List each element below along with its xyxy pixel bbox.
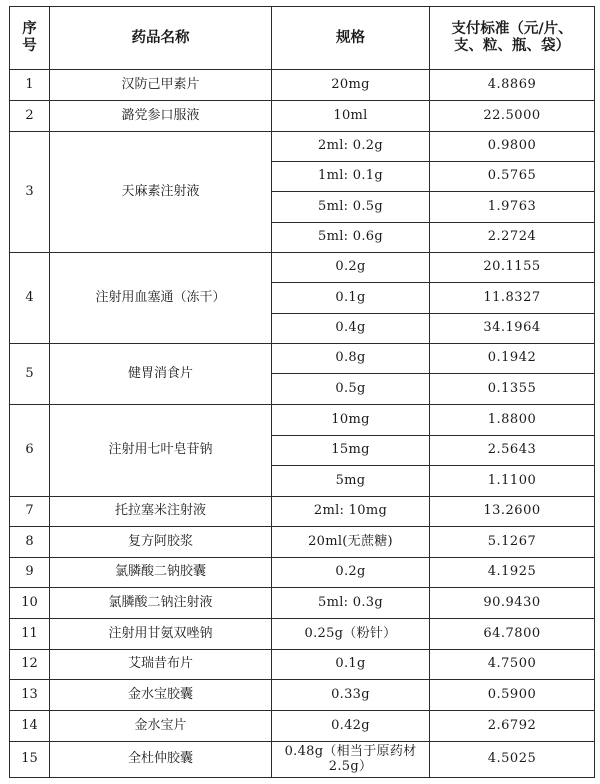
row-index: 15	[10, 742, 50, 778]
drug-name: 全杜仲胶囊	[50, 742, 272, 778]
drug-spec: 0.5g	[272, 374, 430, 405]
row-index: 7	[10, 497, 50, 527]
drug-spec: 0.2g	[272, 253, 430, 283]
table-row	[10, 344, 595, 374]
drug-spec: 0.1g	[272, 283, 430, 314]
row-index: 10	[10, 588, 50, 619]
header-index: 序号	[10, 7, 50, 70]
table-row	[10, 527, 595, 558]
drug-spec: 20mg	[272, 70, 430, 101]
payment-standard: 1.8800	[430, 405, 595, 436]
table-row	[10, 132, 595, 162]
payment-standard: 4.5025	[430, 742, 595, 778]
payment-standard: 22.5000	[430, 101, 595, 132]
drug-name: 氯膦酸二钠胶囊	[50, 558, 272, 588]
table-header-row	[10, 7, 595, 70]
drug-name: 托拉塞米注射液	[50, 497, 272, 527]
header-name: 药品名称	[50, 7, 272, 70]
payment-standard: 20.1155	[430, 253, 595, 283]
drug-name: 复方阿胶浆	[50, 527, 272, 558]
drug-spec: 5ml: 0.3g	[272, 588, 430, 619]
payment-standard: 2.5643	[430, 436, 595, 466]
drug-spec: 10ml	[272, 101, 430, 132]
drug-spec: 5mg	[272, 466, 430, 497]
payment-standard: 2.2724	[430, 223, 595, 253]
payment-standard: 4.7500	[430, 650, 595, 680]
table-body	[10, 70, 595, 778]
table-row	[10, 588, 595, 619]
drug-spec: 0.8g	[272, 344, 430, 374]
payment-standard: 90.9430	[430, 588, 595, 619]
table-row	[10, 680, 595, 711]
payment-standard: 64.7800	[430, 619, 595, 650]
payment-standard: 34.1964	[430, 314, 595, 344]
table-row	[10, 253, 595, 283]
payment-standard: 13.2600	[430, 497, 595, 527]
payment-standard: 0.5765	[430, 162, 595, 192]
payment-standard: 0.9800	[430, 132, 595, 162]
drug-name: 汉防己甲素片	[50, 70, 272, 101]
row-index: 11	[10, 619, 50, 650]
payment-standard: 11.8327	[430, 283, 595, 314]
row-index: 9	[10, 558, 50, 588]
drug-spec: 2ml: 10mg	[272, 497, 430, 527]
header-price: 支付标准（元/片、支、粒、瓶、袋）	[430, 7, 595, 70]
drug-name: 注射用血塞通（冻干）	[50, 253, 272, 344]
drug-spec: 0.42g	[272, 711, 430, 742]
row-index: 14	[10, 711, 50, 742]
drug-name: 健胃消食片	[50, 344, 272, 405]
table-row	[10, 650, 595, 680]
row-index: 2	[10, 101, 50, 132]
payment-standard: 1.9763	[430, 192, 595, 223]
drug-spec: 20ml(无蔗糖)	[272, 527, 430, 558]
table-row	[10, 711, 595, 742]
drug-spec: 1ml: 0.1g	[272, 162, 430, 192]
row-index: 8	[10, 527, 50, 558]
drug-spec	[272, 742, 430, 778]
payment-standard: 2.6792	[430, 711, 595, 742]
payment-standard: 0.1942	[430, 344, 595, 374]
drug-name: 金水宝片	[50, 711, 272, 742]
drug-spec: 5ml: 0.6g	[272, 223, 430, 253]
row-index: 12	[10, 650, 50, 680]
drug-name: 注射用甘氨双唑钠	[50, 619, 272, 650]
row-index: 6	[10, 405, 50, 497]
drug-name: 注射用七叶皂苷钠	[50, 405, 272, 497]
drug-spec: 0.1g	[272, 650, 430, 680]
drug-price-table	[9, 6, 595, 778]
drug-spec: 15mg	[272, 436, 430, 466]
table-row	[10, 558, 595, 588]
payment-standard: 0.5900	[430, 680, 595, 711]
row-index: 1	[10, 70, 50, 101]
payment-standard: 4.8869	[430, 70, 595, 101]
table-row	[10, 405, 595, 436]
drug-name: 艾瑞昔布片	[50, 650, 272, 680]
row-index: 13	[10, 680, 50, 711]
row-index: 3	[10, 132, 50, 253]
drug-name: 氯膦酸二钠注射液	[50, 588, 272, 619]
drug-spec: 2ml: 0.2g	[272, 132, 430, 162]
drug-spec: 0.2g	[272, 558, 430, 588]
table-row	[10, 70, 595, 101]
drug-name: 天麻素注射液	[50, 132, 272, 253]
payment-standard: 4.1925	[430, 558, 595, 588]
row-index: 4	[10, 253, 50, 344]
row-index: 5	[10, 344, 50, 405]
drug-name: 金水宝胶囊	[50, 680, 272, 711]
table-row	[10, 619, 595, 650]
drug-spec: 0.33g	[272, 680, 430, 711]
table-row	[10, 742, 595, 778]
drug-spec: 0.25g（粉针）	[272, 619, 430, 650]
drug-spec: 10mg	[272, 405, 430, 436]
drug-spec: 0.4g	[272, 314, 430, 344]
drug-name: 潞党参口服液	[50, 101, 272, 132]
table-row	[10, 101, 595, 132]
payment-standard: 5.1267	[430, 527, 595, 558]
header-spec: 规格	[272, 7, 430, 70]
payment-standard: 0.1355	[430, 374, 595, 405]
payment-standard: 1.1100	[430, 466, 595, 497]
table-row	[10, 497, 595, 527]
drug-spec-text: 0.48g（相当于原药材2.5g）	[284, 743, 417, 775]
drug-spec: 5ml: 0.5g	[272, 192, 430, 223]
